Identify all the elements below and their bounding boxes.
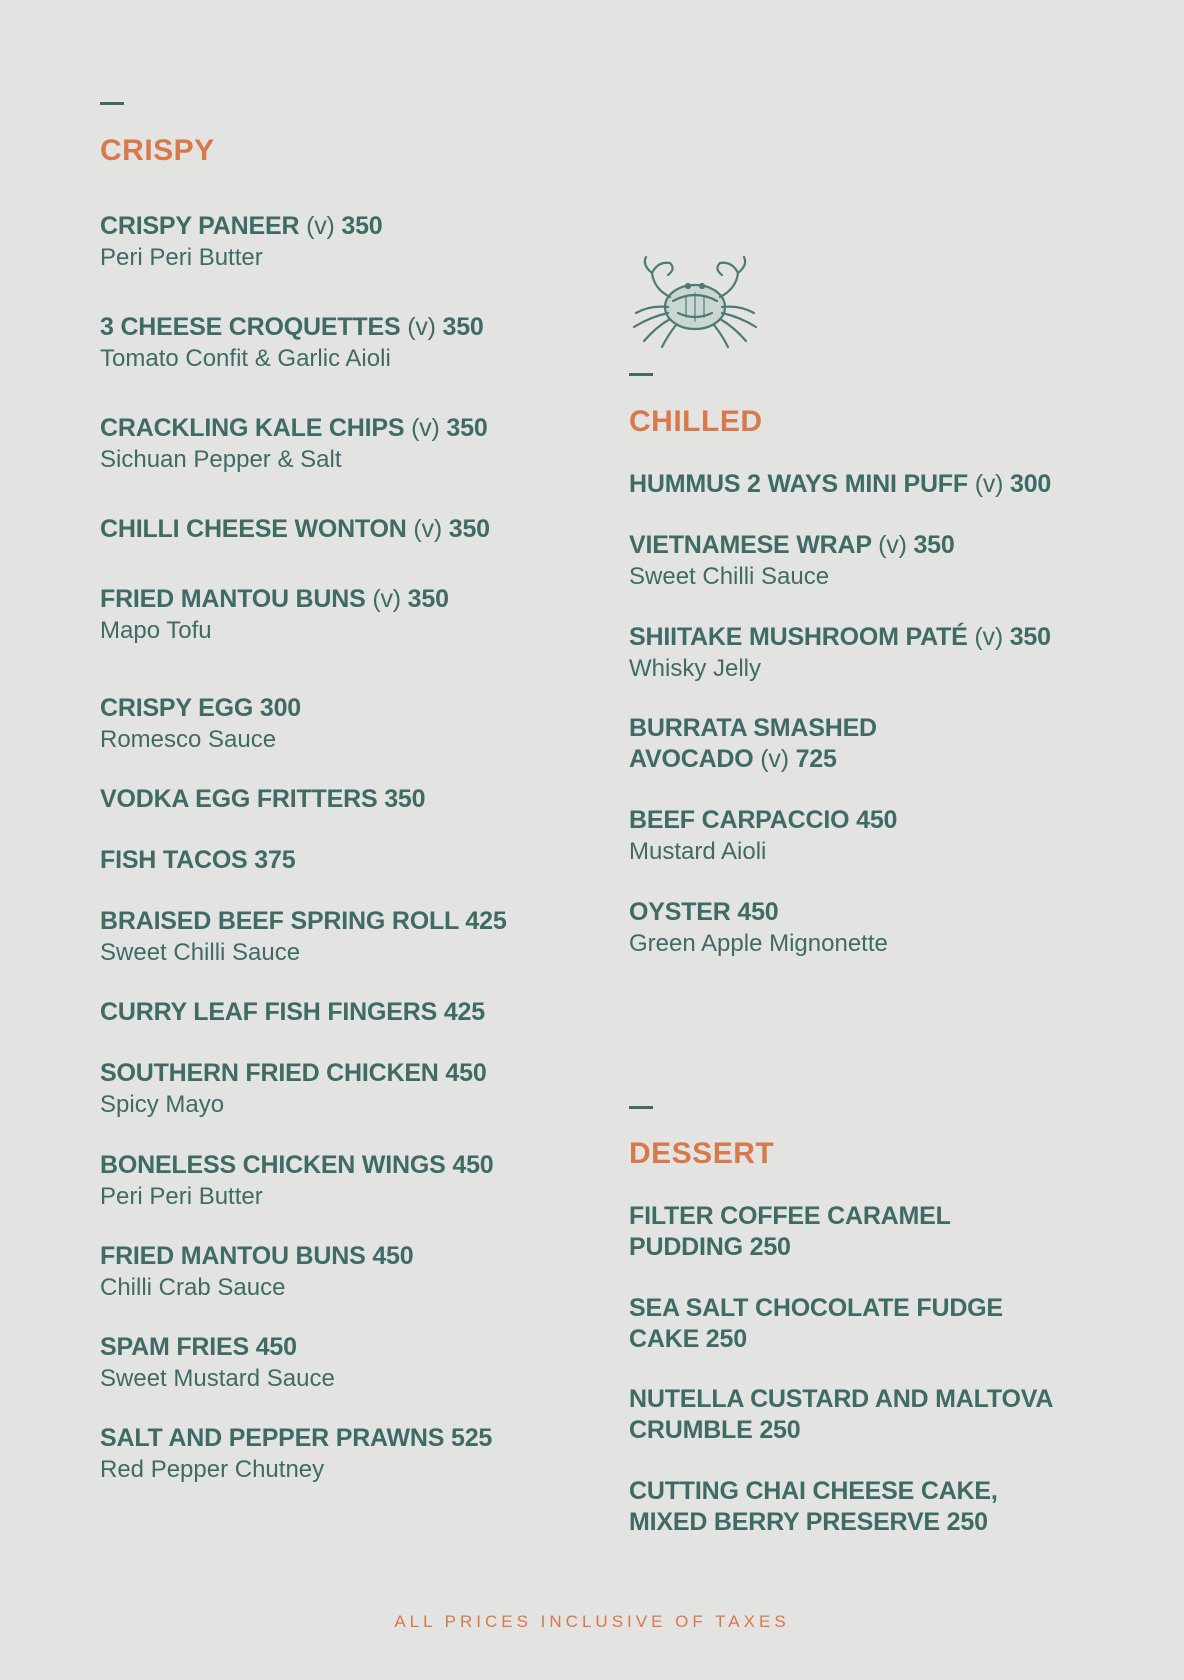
menu-item-price: 350 bbox=[1009, 623, 1051, 651]
menu-item-description: Sweet Chilli Sauce bbox=[629, 563, 830, 590]
menu-item-name bbox=[629, 469, 1149, 500]
menu-item-title: OYSTER bbox=[629, 898, 731, 926]
menu-item-description: Tomato Confit & Garlic Aioli bbox=[100, 345, 391, 372]
menu-item-description: Green Apple Mignonette bbox=[629, 930, 888, 957]
menu-item bbox=[629, 1384, 1149, 1446]
menu-item-title: CRISPY PANEER bbox=[100, 212, 300, 240]
veg-marker: (v) bbox=[974, 470, 1004, 498]
menu-item bbox=[100, 1423, 620, 1485]
menu-item-description: Mapo Tofu bbox=[100, 617, 212, 644]
menu-item-name bbox=[629, 1293, 1149, 1324]
menu-item-description: Peri Peri Butter bbox=[100, 1183, 263, 1210]
menu-item-description: Spicy Mayo bbox=[100, 1091, 225, 1118]
menu-item-name bbox=[629, 530, 1149, 561]
menu-item-title: SPAM FRIES bbox=[100, 1333, 249, 1361]
menu-item-description: Sweet Mustard Sauce bbox=[100, 1365, 335, 1392]
menu-item-title: VODKA EGG FRITTERS bbox=[100, 785, 378, 813]
menu-item-name-line2 bbox=[629, 744, 1149, 775]
veg-marker: (v) bbox=[413, 515, 442, 543]
footer-note: ALL PRICES INCLUSIVE OF TAXES bbox=[394, 1612, 790, 1631]
veg-marker: (v) bbox=[306, 212, 335, 240]
section-dash bbox=[629, 1106, 653, 1109]
menu-item-price: 350 bbox=[446, 414, 488, 442]
menu-item-name bbox=[629, 1201, 1149, 1232]
menu-item-title: FRIED MANTOU BUNS bbox=[100, 585, 366, 613]
menu-item-name bbox=[629, 622, 1149, 653]
menu-item-title: CRISPY EGG bbox=[100, 694, 254, 722]
menu-item bbox=[100, 1241, 620, 1303]
menu-item-name bbox=[100, 1150, 620, 1181]
menu-item-title: SALT AND PEPPER PRAWNS bbox=[100, 1424, 445, 1452]
veg-marker: (v) bbox=[760, 745, 789, 773]
menu-item-name bbox=[100, 906, 620, 937]
menu-item bbox=[629, 1201, 1149, 1263]
menu-item-name bbox=[100, 1332, 620, 1363]
menu-item-title: CHILLI CHEESE WONTON bbox=[100, 515, 407, 543]
menu-item-price: 300 bbox=[1010, 470, 1052, 498]
menu-item-title: CRACKLING KALE CHIPS bbox=[100, 414, 405, 442]
menu-item-name bbox=[100, 997, 620, 1028]
menu-item bbox=[629, 897, 1149, 959]
veg-marker: (v) bbox=[407, 313, 436, 341]
menu-item-price: 250 bbox=[749, 1233, 791, 1261]
menu-item-price: 350 bbox=[913, 531, 955, 559]
menu-item-title: 3 CHEESE CROQUETTES bbox=[100, 313, 401, 341]
menu-item-price: 450 bbox=[445, 1059, 487, 1087]
menu-item-description: Chilli Crab Sauce bbox=[100, 1274, 286, 1301]
menu-item bbox=[100, 693, 620, 755]
menu-item-name bbox=[629, 1384, 1149, 1415]
menu-item bbox=[100, 1150, 620, 1212]
menu-item-description: Red Pepper Chutney bbox=[100, 1456, 325, 1483]
menu-item-title: SHIITAKE MUSHROOM PATÉ bbox=[629, 623, 968, 651]
veg-marker: (v) bbox=[372, 585, 401, 613]
veg-marker: (v) bbox=[878, 531, 907, 559]
section-title-chilled: CHILLED bbox=[629, 405, 763, 438]
menu-item bbox=[100, 906, 620, 968]
menu-item-title: SOUTHERN FRIED CHICKEN bbox=[100, 1059, 439, 1087]
menu-item-name bbox=[100, 784, 620, 815]
menu-item-title: VIETNAMESE WRAP bbox=[629, 531, 872, 559]
menu-item bbox=[100, 413, 620, 475]
menu-item-price: 250 bbox=[759, 1416, 801, 1444]
menu-item-name bbox=[100, 413, 620, 444]
menu-item-title: CUTTING CHAI CHEESE CAKE, bbox=[629, 1477, 998, 1505]
menu-item-name bbox=[100, 1058, 620, 1089]
menu-item-name bbox=[100, 693, 620, 724]
menu-item-price: 250 bbox=[946, 1508, 988, 1536]
menu-item-title-cont: AVOCADO bbox=[629, 745, 754, 773]
menu-item-name bbox=[629, 1476, 1149, 1507]
menu-item-price: 375 bbox=[254, 846, 296, 874]
menu-item bbox=[100, 211, 620, 273]
menu-item-price: 450 bbox=[737, 898, 779, 926]
menu-item-name bbox=[100, 211, 620, 242]
menu-item-name bbox=[100, 312, 620, 343]
menu-item-price: 450 bbox=[856, 806, 898, 834]
menu-item-price: 350 bbox=[341, 212, 383, 240]
menu-item-title: BONELESS CHICKEN WINGS bbox=[100, 1151, 446, 1179]
menu-item-price: 450 bbox=[255, 1333, 297, 1361]
section-title-dessert: DESSERT bbox=[629, 1137, 775, 1170]
menu-item bbox=[629, 469, 1149, 500]
menu-item bbox=[100, 1058, 620, 1120]
menu-item-title: FISH TACOS bbox=[100, 846, 248, 874]
menu-item-name-line2 bbox=[629, 1324, 1149, 1355]
menu-item bbox=[100, 845, 620, 876]
menu-item bbox=[100, 1332, 620, 1394]
menu-item-price: 350 bbox=[442, 313, 484, 341]
section-dash bbox=[100, 102, 124, 105]
menu-item-price: 525 bbox=[451, 1424, 493, 1452]
menu-item-title: HUMMUS 2 WAYS MINI PUFF bbox=[629, 470, 968, 498]
menu-item-price: 450 bbox=[372, 1242, 414, 1270]
menu-item-price: 300 bbox=[259, 694, 302, 722]
menu-item bbox=[629, 622, 1149, 684]
menu-item bbox=[629, 1476, 1149, 1538]
section-dash bbox=[629, 373, 653, 376]
menu-item-price: 350 bbox=[384, 785, 426, 813]
menu-item-title-cont: PUDDING bbox=[629, 1233, 743, 1261]
menu-item-title: BURRATA SMASHED bbox=[629, 714, 877, 742]
menu-item-title: SEA SALT CHOCOLATE FUDGE bbox=[629, 1294, 1003, 1322]
menu-item-title-cont: CAKE bbox=[629, 1325, 700, 1353]
menu-item-description: Whisky Jelly bbox=[629, 655, 762, 682]
menu-item-name bbox=[100, 1241, 620, 1272]
menu-item-name bbox=[100, 584, 620, 615]
menu-item-title-cont: MIXED BERRY PRESERVE bbox=[629, 1508, 940, 1536]
menu-item bbox=[100, 514, 620, 545]
veg-marker: (v) bbox=[411, 414, 440, 442]
menu-item-price: 450 bbox=[452, 1151, 494, 1179]
menu-item-description: Peri Peri Butter bbox=[100, 244, 263, 271]
menu-item bbox=[100, 584, 620, 646]
menu-item-title: FRIED MANTOU BUNS bbox=[100, 1242, 366, 1270]
veg-marker: (v) bbox=[974, 623, 1003, 651]
menu-item bbox=[100, 997, 620, 1028]
menu-item-title: BEEF CARPACCIO bbox=[629, 806, 850, 834]
menu-item-price: 350 bbox=[407, 585, 449, 613]
menu-item-name bbox=[629, 897, 1149, 928]
menu-item-description: Sweet Chilli Sauce bbox=[100, 939, 301, 966]
menu-item bbox=[100, 312, 620, 374]
menu-item-title-cont: CRUMBLE bbox=[629, 1416, 753, 1444]
menu-item-price: 725 bbox=[795, 745, 837, 773]
menu-item-title: FILTER COFFEE CARAMEL bbox=[629, 1202, 951, 1230]
menu-item-name-line2 bbox=[629, 1507, 1149, 1538]
menu-item-title: BRAISED BEEF SPRING ROLL bbox=[100, 907, 459, 935]
menu-item-name bbox=[629, 713, 1149, 744]
menu-item-name bbox=[100, 845, 620, 876]
menu-item-price: 350 bbox=[448, 515, 490, 543]
menu-item-title: NUTELLA CUSTARD AND MALTOVA bbox=[629, 1385, 1054, 1413]
menu-item-name bbox=[629, 805, 1149, 836]
menu-item bbox=[629, 530, 1149, 592]
menu-item-description: Mustard Aioli bbox=[629, 838, 767, 865]
menu-item bbox=[629, 713, 1149, 775]
menu-item-name-line2 bbox=[629, 1415, 1149, 1446]
section-title-crispy: CRISPY bbox=[100, 134, 215, 167]
menu-item-price: 425 bbox=[465, 907, 507, 935]
menu-item bbox=[629, 805, 1149, 867]
menu-item-description: Sichuan Pepper & Salt bbox=[100, 446, 342, 473]
menu-item-name bbox=[100, 1423, 620, 1454]
menu-item bbox=[629, 1293, 1149, 1355]
menu-item-description: Romesco Sauce bbox=[100, 726, 277, 753]
menu-item-price: 250 bbox=[705, 1325, 747, 1353]
menu-item-name-line2 bbox=[629, 1232, 1149, 1263]
menu-item-title: CURRY LEAF FISH FINGERS bbox=[100, 998, 438, 1026]
menu-item bbox=[100, 784, 620, 815]
crab-illustration-icon bbox=[628, 255, 762, 351]
menu-item-name bbox=[100, 514, 620, 545]
menu-item-price: 425 bbox=[443, 998, 485, 1026]
